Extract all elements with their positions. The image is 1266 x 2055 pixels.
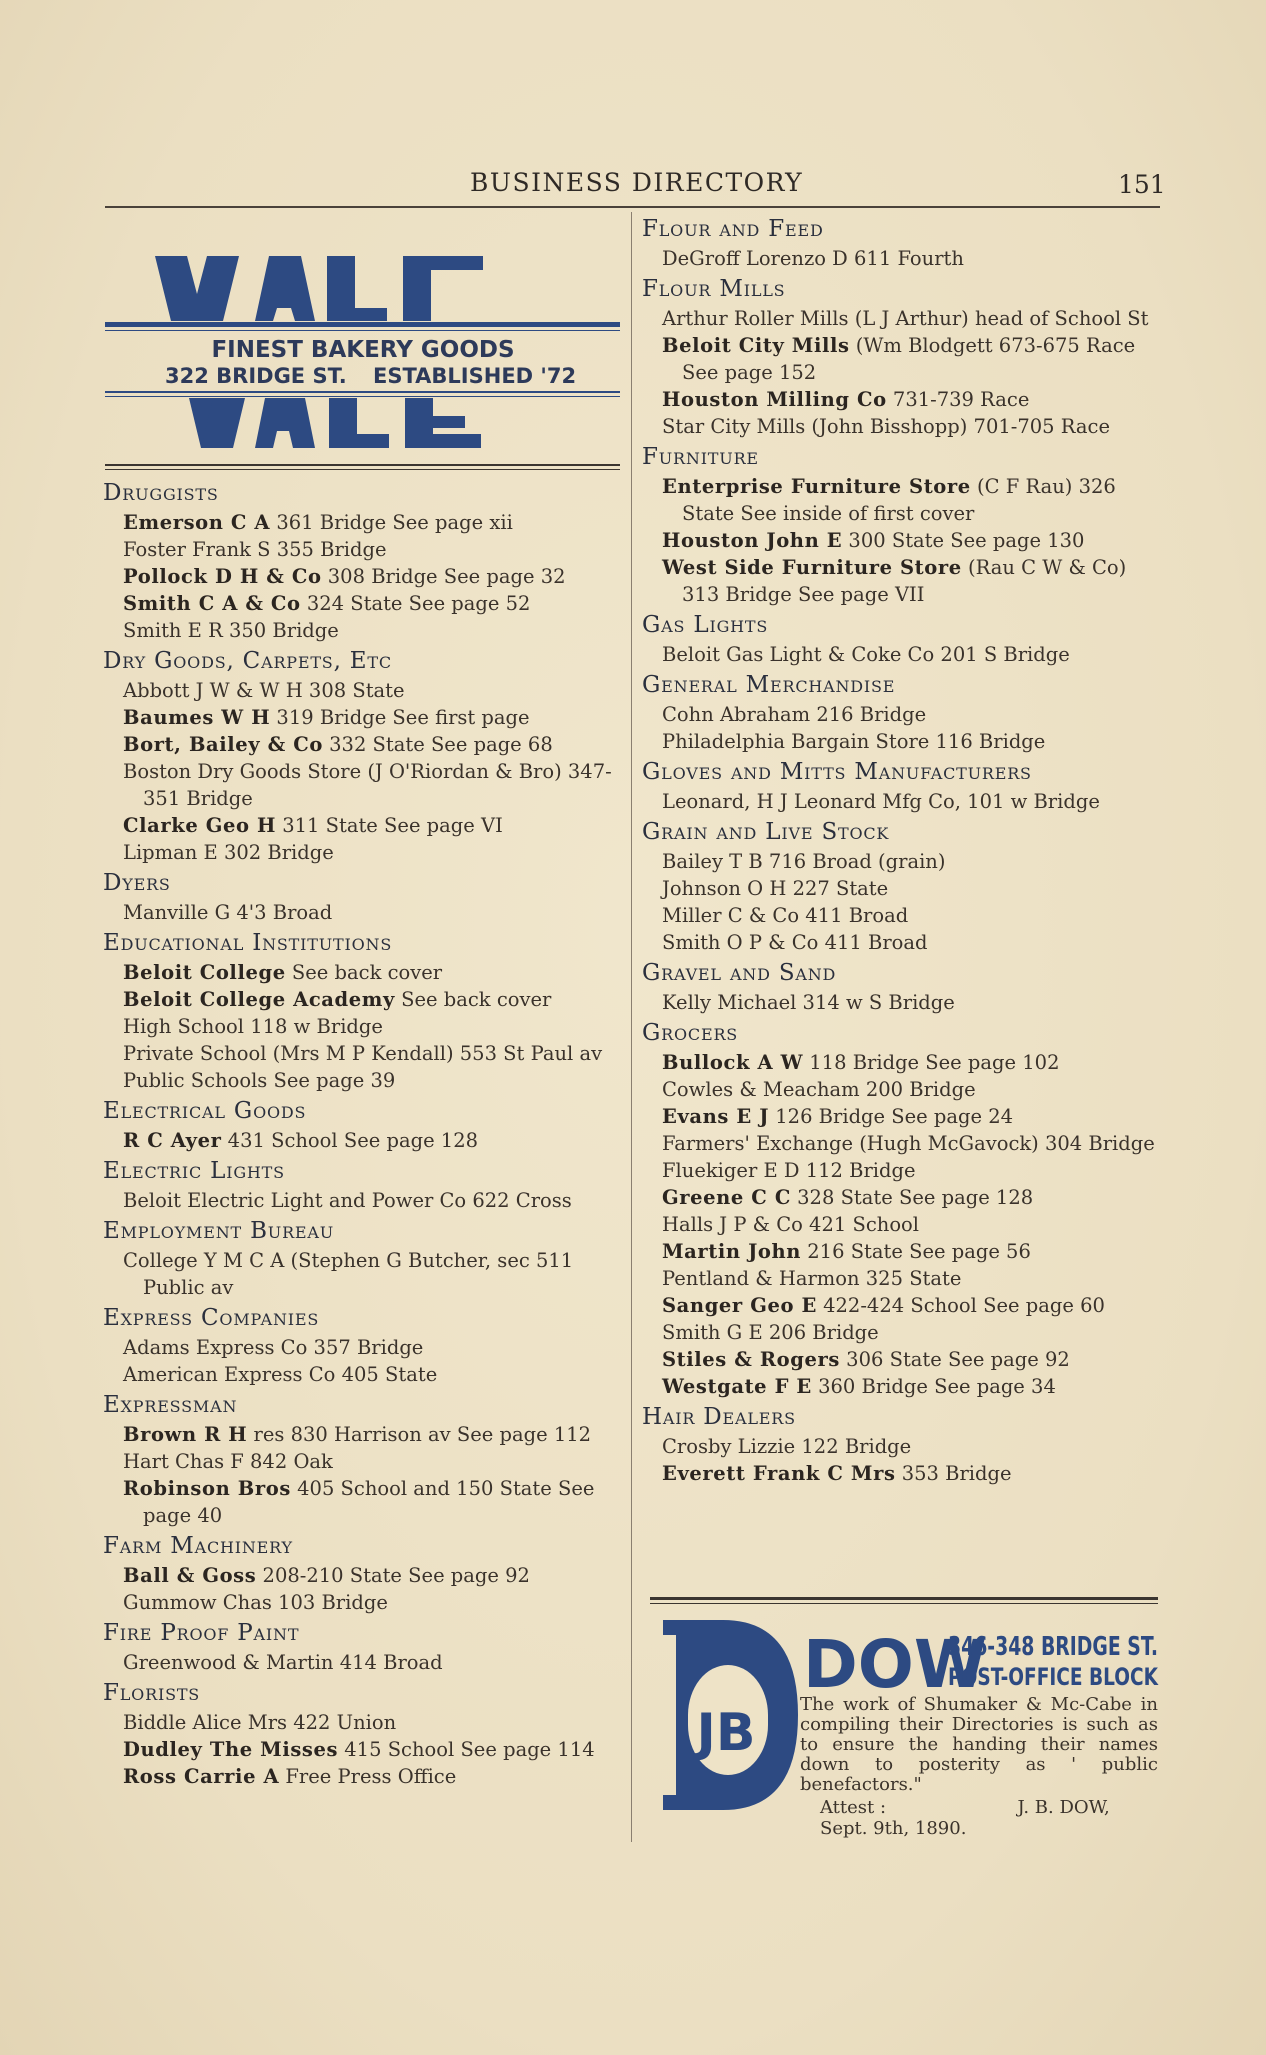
listing-entry bbox=[103, 1475, 623, 1529]
yale-established: ESTABLISHED '72 bbox=[373, 364, 577, 388]
yale-bottom-letters bbox=[189, 398, 481, 448]
listing-text: Fluekiger E D 112 Bridge bbox=[662, 1159, 916, 1182]
section-heading: Druggists bbox=[103, 480, 219, 506]
listing-entry bbox=[103, 617, 623, 644]
listing-text: Adams Express Co 357 Bridge bbox=[123, 1336, 424, 1359]
left-listings bbox=[103, 480, 623, 1790]
listing-text: 126 Bridge See page 24 bbox=[769, 1105, 1014, 1128]
listing-text: Johnson O H 227 State bbox=[662, 877, 889, 900]
listing-text: Abbott J W & W H 308 State bbox=[123, 679, 405, 702]
listing-entry bbox=[642, 413, 1162, 440]
listing-entry bbox=[642, 1103, 1162, 1130]
listing-name-bold: Greene C C bbox=[662, 1186, 791, 1209]
header-rule bbox=[105, 206, 1160, 208]
listing-entry bbox=[103, 1763, 623, 1790]
listing-entry bbox=[103, 1013, 623, 1040]
dow-testimonial: The work of Shumaker & Mc-Cabe in compiling their Directories is such as to ensure the handing their names down to posterity as ' public benefactors." bbox=[800, 1694, 1158, 1795]
dow-attest-name: J. B. DOW, bbox=[1017, 1797, 1110, 1818]
listing-text: Kelly Michael 314 w S Bridge bbox=[662, 991, 955, 1014]
listing-text: Halls J P & Co 421 School bbox=[662, 1213, 920, 1236]
dow-attest-label: Attest : bbox=[820, 1797, 887, 1818]
listing-text: Free Press Office bbox=[279, 1765, 457, 1788]
listing-name-bold: R C Ayer bbox=[123, 1129, 222, 1152]
listing-name-bold: Evans E J bbox=[662, 1105, 770, 1128]
listing-text: 332 State See page 68 bbox=[322, 733, 553, 756]
listing-text: Smith O P & Co 411 Broad bbox=[662, 931, 928, 954]
listing-text: 308 Bridge See page 32 bbox=[321, 565, 566, 588]
listing-entry bbox=[642, 1433, 1162, 1460]
yale-top-letters bbox=[155, 256, 483, 321]
section-heading: Dry Goods, Carpets, Etc bbox=[103, 648, 392, 674]
listing-name-bold: Beloit City Mills bbox=[662, 334, 850, 357]
listing-entry bbox=[103, 1736, 623, 1763]
listing-name-bold: Houston John E bbox=[662, 529, 843, 552]
listing-entry bbox=[103, 959, 623, 986]
listing-name-bold: Martin John bbox=[662, 1240, 802, 1263]
listing-name-bold: Beloit College bbox=[123, 961, 286, 984]
section-heading: Electrical Goods bbox=[103, 1098, 307, 1124]
listing-entry bbox=[642, 1076, 1162, 1103]
listing-text: (C F Rau) 326 State See inside of first cover bbox=[682, 475, 1116, 525]
listing-text: Smith E R 350 Bridge bbox=[123, 619, 339, 642]
listing-entry bbox=[642, 1265, 1162, 1292]
listing-entry bbox=[642, 1211, 1162, 1238]
listing-text: 328 State See page 128 bbox=[790, 1186, 1034, 1209]
listing-text: Leonard, H J Leonard Mfg Co, 101 w Bridge bbox=[662, 790, 1100, 813]
listing-entry bbox=[103, 1361, 623, 1388]
listing-text: 405 School and 150 State See page 40 bbox=[143, 1477, 595, 1527]
listing-text: (Rau C W & Co) 313 Bridge See page VII bbox=[682, 556, 1127, 606]
listing-entry bbox=[642, 1373, 1162, 1400]
listing-entry bbox=[642, 554, 1162, 608]
dow-block: POST-OFFICE BLOCK bbox=[948, 1663, 1160, 1691]
section-heading: Employment Bureau bbox=[103, 1218, 335, 1244]
section-heading: Electric Lights bbox=[103, 1158, 285, 1184]
listing-entry bbox=[103, 899, 623, 926]
listing-entry bbox=[103, 590, 623, 617]
section-heading: Educational Institutions bbox=[103, 930, 393, 956]
listing-text: Private School (Mrs M P Kendall) 553 St Paul av bbox=[123, 1042, 603, 1065]
listing-text: 208-210 State See page 92 bbox=[256, 1564, 530, 1587]
listing-text: 360 Bridge See page 34 bbox=[811, 1375, 1056, 1398]
listing-text: Philadelphia Bargain Store 116 Bridge bbox=[662, 730, 1046, 753]
listing-text: Foster Frank S 355 Bridge bbox=[123, 538, 387, 561]
listing-entry bbox=[103, 731, 623, 758]
listing-entry bbox=[103, 1589, 623, 1616]
section-heading: Grocers bbox=[642, 1020, 739, 1046]
listing-text: Cohn Abraham 216 Bridge bbox=[662, 703, 927, 726]
section-heading: Hair Dealers bbox=[642, 1404, 796, 1430]
page-number: 151 bbox=[1118, 170, 1166, 199]
listing-text: Miller C & Co 411 Broad bbox=[662, 904, 909, 927]
section-heading: Flour Mills bbox=[642, 276, 786, 302]
section-heading: Dyers bbox=[103, 870, 171, 896]
listing-name-bold: Emerson C A bbox=[123, 511, 271, 534]
listing-entry bbox=[642, 1292, 1162, 1319]
listing-entry bbox=[642, 728, 1162, 755]
listing-entry bbox=[642, 1049, 1162, 1076]
listing-text: 731-739 Race bbox=[886, 388, 1030, 411]
listing-text: Crosby Lizzie 122 Bridge bbox=[662, 1435, 912, 1458]
listing-name-bold: West Side Furniture Store bbox=[662, 556, 962, 579]
listing-entry bbox=[103, 986, 623, 1013]
listing-text: Boston Dry Goods Store (J O'Riordan & Bro) 347-351 Bridge bbox=[123, 760, 612, 810]
section-heading: Gloves and Mitts Manufacturers bbox=[642, 759, 1032, 785]
listing-name-bold: Smith C A & Co bbox=[123, 592, 301, 615]
listing-entry bbox=[103, 1127, 623, 1154]
left-column bbox=[103, 212, 623, 1790]
listing-text: 431 School See page 128 bbox=[221, 1129, 479, 1152]
listing-text: Gummow Chas 103 Bridge bbox=[123, 1591, 388, 1614]
listing-entry bbox=[642, 701, 1162, 728]
section-heading: Grain and Live Stock bbox=[642, 819, 890, 845]
listing-name-bold: Bullock A W bbox=[662, 1051, 804, 1074]
section-heading: Fire Proof Paint bbox=[103, 1620, 300, 1646]
listing-entry bbox=[642, 1157, 1162, 1184]
dow-monogram: JB bbox=[696, 1703, 756, 1763]
listing-entry bbox=[642, 641, 1162, 668]
listing-text: Biddle Alice Mrs 422 Union bbox=[123, 1711, 397, 1734]
listing-name-bold: Everett Frank C Mrs bbox=[662, 1462, 896, 1485]
listing-text: 319 Bridge See first page bbox=[270, 706, 530, 729]
section-heading: Expressman bbox=[103, 1392, 238, 1418]
listing-name-bold: Enterprise Furniture Store bbox=[662, 475, 971, 498]
listing-entry bbox=[103, 509, 623, 536]
listing-text: Beloit Electric Light and Power Co 622 Cross bbox=[123, 1189, 572, 1212]
listing-entry bbox=[642, 929, 1162, 956]
listing-text: 216 State See page 56 bbox=[801, 1240, 1031, 1263]
yale-ad-graphic bbox=[105, 226, 620, 476]
listing-entry bbox=[642, 788, 1162, 815]
section-heading: General Merchandise bbox=[642, 672, 896, 698]
listing-text: Manville G 4'3 Broad bbox=[123, 901, 333, 924]
section-heading: Gravel and Sand bbox=[642, 960, 837, 986]
listing-entry bbox=[103, 1067, 623, 1094]
listing-name-bold: Stiles & Rogers bbox=[662, 1348, 840, 1371]
listing-text: 311 State See page VI bbox=[276, 814, 503, 837]
listing-name-bold: Clarke Geo H bbox=[123, 814, 277, 837]
listing-text: Star City Mills (John Bisshopp) 701-705 Race bbox=[662, 415, 1111, 438]
listing-name-bold: Houston Milling Co bbox=[662, 388, 887, 411]
listing-text: 361 Bridge See page xii bbox=[270, 511, 513, 534]
section-heading: Florists bbox=[103, 1680, 201, 1706]
listing-entry bbox=[103, 1421, 623, 1448]
listing-entry bbox=[642, 386, 1162, 413]
listing-text: 415 School See page 114 bbox=[338, 1738, 595, 1761]
listing-entry bbox=[103, 1562, 623, 1589]
listing-entry bbox=[642, 1184, 1162, 1211]
listing-name-bold: Brown R H bbox=[123, 1423, 248, 1446]
dow-name: DOW bbox=[803, 1626, 987, 1703]
listing-entry bbox=[103, 1448, 623, 1475]
section-heading: Gas Lights bbox=[642, 612, 769, 638]
listing-entry bbox=[642, 332, 1162, 386]
listing-name-bold: Pollock D H & Co bbox=[123, 565, 322, 588]
listing-text: See back cover bbox=[285, 961, 443, 984]
listing-text: Beloit Gas Light & Coke Co 201 S Bridge bbox=[662, 643, 1070, 666]
listing-text: 118 Bridge See page 102 bbox=[803, 1051, 1060, 1074]
running-head: BUSINESS DIRECTORY bbox=[470, 168, 804, 197]
section-heading: Farm Machinery bbox=[103, 1533, 293, 1559]
listing-entry bbox=[642, 473, 1162, 527]
section-heading: Flour and Feed bbox=[642, 216, 824, 242]
listing-entry bbox=[642, 902, 1162, 929]
listing-entry bbox=[642, 1130, 1162, 1157]
yale-address: 322 BRIDGE ST. bbox=[165, 364, 347, 388]
listing-entry bbox=[103, 1247, 623, 1301]
listing-text: Bailey T B 716 Broad (grain) bbox=[662, 850, 946, 873]
listing-text: Pentland & Harmon 325 State bbox=[662, 1267, 962, 1290]
listing-entry bbox=[103, 839, 623, 866]
listing-text: American Express Co 405 State bbox=[123, 1363, 438, 1386]
listing-entry bbox=[103, 1649, 623, 1676]
listing-name-bold: Ross Carrie A bbox=[123, 1765, 280, 1788]
listing-text: Cowles & Meacham 200 Bridge bbox=[662, 1078, 976, 1101]
listing-name-bold: Robinson Bros bbox=[123, 1477, 291, 1500]
dow-address: 346-348 BRIDGE ST. bbox=[948, 1632, 1158, 1662]
listing-entry bbox=[103, 536, 623, 563]
listing-entry bbox=[642, 1238, 1162, 1265]
listing-entry bbox=[103, 563, 623, 590]
listing-text: DeGroff Lorenzo D 611 Fourth bbox=[662, 247, 964, 270]
listing-text: 306 State See page 92 bbox=[839, 1348, 1070, 1371]
listing-entry bbox=[103, 812, 623, 839]
listing-entry bbox=[642, 1460, 1162, 1487]
listing-entry bbox=[103, 704, 623, 731]
column-divider bbox=[631, 212, 632, 1842]
dow-attest bbox=[820, 1797, 1160, 1818]
right-listings bbox=[642, 216, 1162, 1487]
section-heading: Express Companies bbox=[103, 1305, 320, 1331]
listing-entry bbox=[103, 1709, 623, 1736]
listing-entry bbox=[642, 875, 1162, 902]
listing-text: Public Schools See page 39 bbox=[123, 1069, 396, 1092]
listing-entry bbox=[103, 677, 623, 704]
listing-text: Greenwood & Martin 414 Broad bbox=[123, 1651, 443, 1674]
listing-name-bold: Bort, Bailey & Co bbox=[123, 733, 323, 756]
listing-entry bbox=[642, 305, 1162, 332]
listing-entry bbox=[103, 1334, 623, 1361]
listing-text: Smith G E 206 Bridge bbox=[662, 1321, 879, 1344]
listing-text: 300 State See page 130 bbox=[842, 529, 1085, 552]
listing-entry bbox=[103, 1040, 623, 1067]
yale-tagline: FINEST BAKERY GOODS bbox=[211, 337, 515, 363]
listing-name-bold: Beloit College Academy bbox=[123, 988, 395, 1011]
listing-name-bold: Baumes W H bbox=[123, 706, 271, 729]
listing-text: (Wm Blodgett 673-675 Race See page 152 bbox=[682, 334, 1136, 384]
listing-text: Farmers' Exchange (Hugh McGavock) 304 Bridge bbox=[662, 1132, 1155, 1155]
yale-bakery-ad bbox=[105, 226, 620, 476]
listing-entry bbox=[642, 989, 1162, 1016]
listing-text: 353 Bridge bbox=[895, 1462, 1012, 1485]
listing-entry bbox=[642, 1319, 1162, 1346]
listing-text: Lipman E 302 Bridge bbox=[123, 841, 334, 864]
listing-text: Arthur Roller Mills (L J Arthur) head of School St bbox=[662, 307, 1149, 330]
listing-entry bbox=[103, 758, 623, 812]
listing-entry bbox=[642, 245, 1162, 272]
listing-name-bold: Dudley The Misses bbox=[123, 1738, 339, 1761]
listing-text: High School 118 w Bridge bbox=[123, 1015, 383, 1038]
listing-name-bold: Westgate F E bbox=[662, 1375, 812, 1398]
listing-entry bbox=[642, 527, 1162, 554]
listing-entry bbox=[642, 848, 1162, 875]
listing-text: College Y M C A (Stephen G Butcher, sec 511 Public av bbox=[123, 1249, 574, 1299]
listing-name-bold: Ball & Goss bbox=[123, 1564, 257, 1587]
listing-name-bold: Sanger Geo E bbox=[662, 1294, 817, 1317]
right-column bbox=[642, 212, 1162, 1487]
listing-entry bbox=[103, 1187, 623, 1214]
section-heading: Furniture bbox=[642, 444, 759, 470]
listing-entry bbox=[642, 1346, 1162, 1373]
listing-text: Hart Chas F 842 Oak bbox=[123, 1450, 333, 1473]
dow-date: Sept. 9th, 1890. bbox=[820, 1818, 967, 1839]
listing-text: 324 State See page 52 bbox=[300, 592, 531, 615]
listing-text: res 830 Harrison av See page 112 bbox=[247, 1423, 592, 1446]
listing-text: See back cover bbox=[394, 988, 552, 1011]
listing-text: 422-424 School See page 60 bbox=[816, 1294, 1105, 1317]
